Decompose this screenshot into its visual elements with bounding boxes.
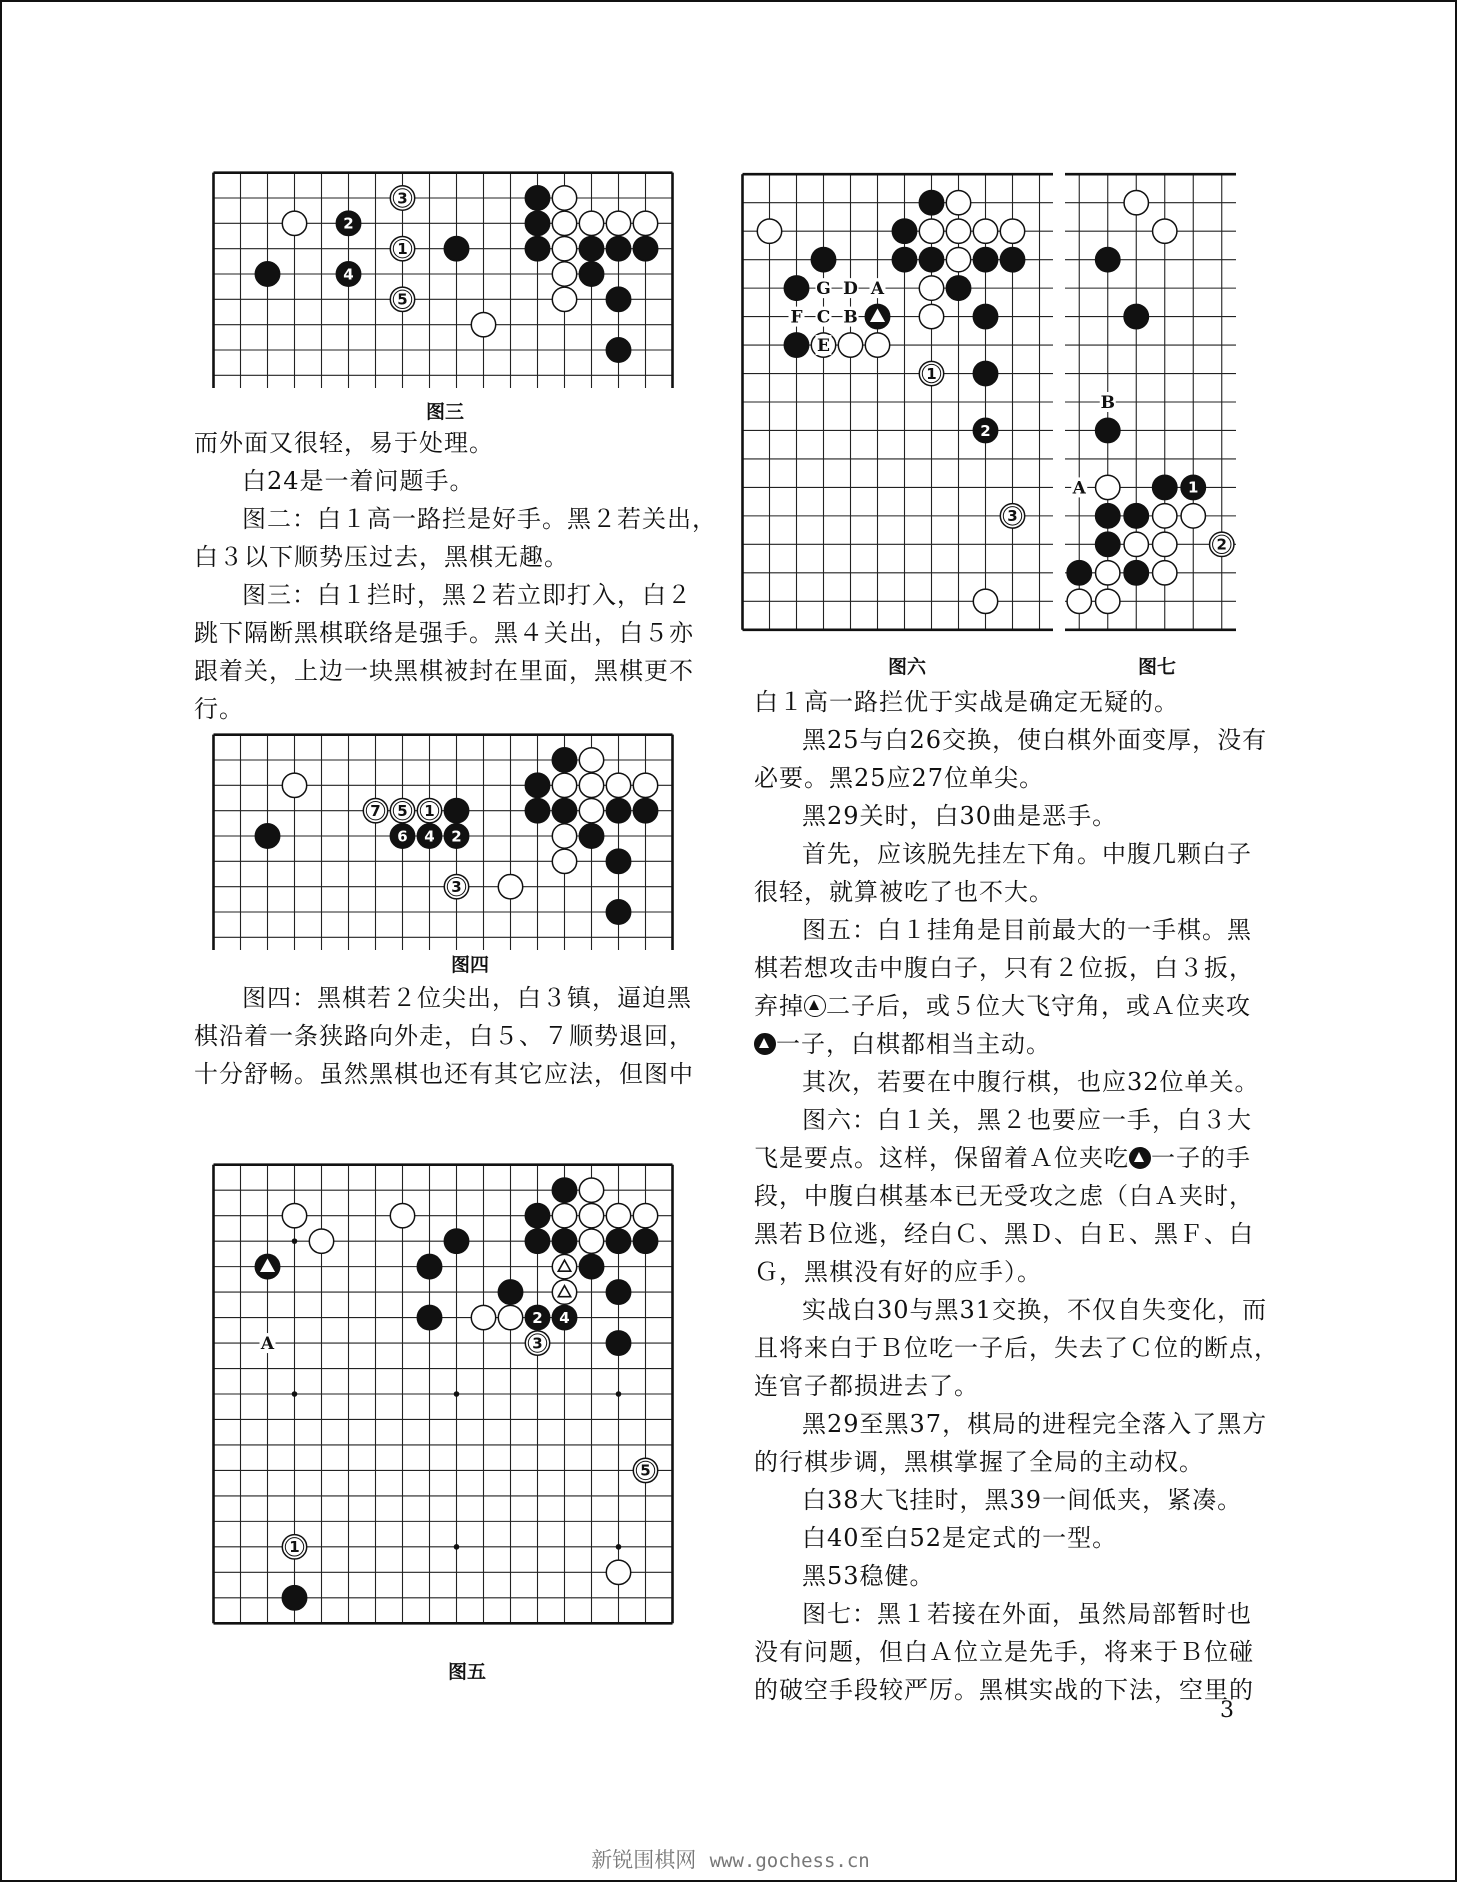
white-stone	[552, 211, 576, 235]
text-segment: 其次，若要在中腹行棋，也应32位单关。	[802, 1068, 1260, 1096]
text-segment: 白24是一着问题手。	[242, 467, 475, 495]
black-stone	[336, 262, 360, 286]
text-segment: 白１高一路拦优于实战是确定无疑的。	[754, 688, 1179, 716]
text-line	[754, 683, 1274, 721]
black-stone	[1096, 532, 1120, 556]
white-stone	[919, 304, 943, 328]
text-line	[754, 1633, 1274, 1671]
text-line	[194, 652, 699, 690]
white-stone	[1096, 475, 1120, 499]
text-line	[754, 797, 1274, 835]
white-stone	[390, 798, 414, 822]
footer-url[interactable]: www.gochess.cn	[709, 1850, 870, 1872]
text-line	[194, 500, 717, 538]
black-stone	[1153, 475, 1177, 499]
diagram-fig4	[200, 722, 686, 950]
black-stone	[255, 262, 279, 286]
black-stone	[1096, 504, 1120, 528]
point-label	[843, 278, 859, 299]
caption-fig3: 图三	[425, 401, 464, 423]
black-triangle-stone-icon	[1129, 1147, 1151, 1169]
diagram-fig5	[200, 1152, 686, 1636]
black-stone	[579, 262, 603, 286]
black-stone	[633, 236, 657, 260]
white-stone	[973, 219, 997, 243]
black-stone	[525, 211, 549, 235]
svg-text:A: A	[260, 1334, 275, 1355]
white-stone	[946, 191, 970, 215]
svg-text:3: 3	[1007, 507, 1018, 526]
text-segment: 的行棋步调，黑棋掌握了全局的主动权。	[754, 1448, 1204, 1476]
black-stone	[282, 1586, 306, 1610]
white-stone	[838, 333, 862, 357]
caption-fig5: 图五	[447, 1661, 486, 1683]
white-stone	[579, 798, 603, 822]
svg-text:1: 1	[1188, 478, 1199, 497]
text-line	[754, 1557, 1274, 1595]
black-stone	[633, 1229, 657, 1253]
text-line	[754, 1139, 1274, 1177]
black-triangle-stone-icon	[754, 1033, 776, 1055]
text-segment: 首先，应该脱先挂左下角。中腹几颗白子	[802, 840, 1252, 868]
text-segment: 图七：黑１若接在外面，虽然局部暂时也	[802, 1600, 1252, 1628]
svg-text:2: 2	[1216, 535, 1227, 554]
text-segment: 且将来白于Ｂ位吃一子后，失去了Ｃ位的断点，	[754, 1334, 1279, 1362]
svg-text:B: B	[1100, 393, 1115, 413]
white-stone	[579, 773, 603, 797]
black-stone	[606, 236, 630, 260]
white-stone	[1153, 219, 1177, 243]
white-stone	[390, 1203, 414, 1227]
black-stone	[1124, 304, 1148, 328]
white-stone	[606, 1560, 630, 1584]
text-segment: 图二：白１高一路拦是好手。黑２若关出，	[242, 505, 717, 533]
right-text	[754, 683, 1279, 1709]
black-stone	[946, 276, 970, 300]
black-stone	[525, 236, 549, 260]
text-segment: 必要。黑25应27位单尖。	[754, 764, 1045, 792]
white-stone	[552, 773, 576, 797]
black-stone	[606, 1331, 630, 1355]
svg-text:4: 4	[559, 1308, 570, 1327]
white-stone	[579, 211, 603, 235]
footer-site: 新锐围棋网	[591, 1848, 697, 1872]
text-line	[754, 835, 1274, 873]
svg-text:1: 1	[289, 1538, 300, 1557]
black-stone	[606, 1229, 630, 1253]
text-line	[754, 1519, 1274, 1557]
black-stone	[579, 236, 603, 260]
caption-fig7: 图七	[1137, 656, 1176, 678]
white-stone	[552, 1280, 576, 1304]
black-stone	[1096, 247, 1120, 271]
text-segment: 二子后，或５位大飞守角，或Ａ位夹攻	[826, 992, 1251, 1020]
text-segment: 行。	[194, 695, 244, 723]
white-stone	[919, 276, 943, 300]
text-line	[754, 1443, 1274, 1481]
white-stone	[757, 219, 781, 243]
point-label	[1100, 392, 1116, 413]
fig7-board	[1065, 160, 1236, 644]
white-stone	[1210, 532, 1234, 556]
svg-text:D: D	[843, 279, 858, 300]
black-stone	[973, 304, 997, 328]
svg-text:1: 1	[926, 364, 937, 383]
star-point	[292, 1391, 298, 1397]
point-label	[789, 307, 805, 328]
white-stone	[417, 798, 441, 822]
white-stone	[1096, 561, 1120, 585]
black-stone	[973, 361, 997, 385]
white-stone	[471, 1305, 495, 1329]
text-line	[754, 759, 1274, 797]
white-stone	[1181, 504, 1205, 528]
white-stone	[1153, 504, 1177, 528]
white-stone	[552, 849, 576, 873]
page-number: 3	[1220, 1698, 1234, 1723]
text-line	[194, 538, 699, 576]
black-stone	[525, 1229, 549, 1253]
fig4-board	[200, 722, 686, 950]
text-line	[754, 911, 1274, 949]
svg-text:F: F	[790, 307, 803, 328]
text-segment: Ｇ，黑棋没有好的应手）。	[754, 1258, 1042, 1286]
svg-text:B: B	[843, 307, 858, 328]
black-stone	[498, 1280, 522, 1304]
text-segment: 黑若Ｂ位逃，经白Ｃ、黑Ｄ、白Ｅ、黑Ｆ、白	[754, 1220, 1254, 1248]
white-stone	[282, 1203, 306, 1227]
white-stone	[552, 1203, 576, 1227]
white-stone	[552, 287, 576, 311]
left-text-top	[194, 424, 717, 728]
black-stone	[579, 824, 603, 848]
svg-text:2: 2	[980, 421, 991, 440]
white-stone	[579, 1178, 603, 1202]
text-segment: 图四：黑棋若２位尖出，白３镇，逼迫黑	[242, 984, 692, 1012]
white-stone	[579, 1203, 603, 1227]
white-stone	[390, 186, 414, 210]
point-label	[260, 1333, 276, 1354]
text-line	[194, 1055, 699, 1093]
white-stone	[552, 262, 576, 286]
white-stone	[498, 874, 522, 898]
text-line	[754, 1481, 1274, 1519]
black-stone	[892, 247, 916, 271]
text-line	[754, 873, 1274, 911]
white-stone	[1096, 589, 1120, 613]
svg-text:A: A	[1072, 478, 1086, 499]
white-stone	[579, 1229, 603, 1253]
black-stone	[525, 186, 549, 210]
black-stone	[525, 1203, 549, 1227]
svg-text:4: 4	[343, 265, 354, 284]
white-stone	[1153, 532, 1177, 556]
black-stone	[444, 236, 468, 260]
black-stone	[525, 773, 549, 797]
text-segment: 棋沿着一条狭路向外走，白５、７顺势退回，	[194, 1022, 694, 1050]
text-segment: 没有问题，但白Ａ位立是先手，将来于Ｂ位碰	[754, 1638, 1254, 1666]
diagram-fig3	[200, 160, 686, 388]
black-stone	[336, 211, 360, 235]
black-stone	[417, 824, 441, 848]
white-stone	[633, 1203, 657, 1227]
text-segment: 棋若想攻击中腹白子，只有２位扳，白３扳，	[754, 954, 1254, 982]
text-segment: 黑25与白26交换，使白棋外面变厚，没有	[802, 726, 1268, 754]
black-stone	[1067, 561, 1091, 585]
black-stone	[606, 798, 630, 822]
white-stone	[865, 333, 889, 357]
black-stone	[552, 798, 576, 822]
text-line	[754, 1101, 1274, 1139]
white-stone	[282, 211, 306, 235]
left-text-mid	[194, 979, 699, 1093]
black-stone	[417, 1254, 441, 1278]
svg-text:G: G	[816, 279, 831, 300]
svg-text:3: 3	[451, 877, 462, 896]
svg-text:2: 2	[451, 827, 462, 846]
white-stone	[390, 287, 414, 311]
point-label	[843, 307, 859, 328]
black-stone	[1124, 504, 1148, 528]
text-segment: 段，中腹白棋基本已无受攻之虑（白Ａ夹时，	[754, 1182, 1254, 1210]
white-stone	[552, 824, 576, 848]
point-label	[870, 278, 886, 299]
text-segment: 很轻，就算被吃了也不大。	[754, 878, 1054, 906]
white-stone	[552, 236, 576, 260]
svg-text:5: 5	[397, 290, 408, 309]
black-stone	[579, 1254, 603, 1278]
text-segment: 飞是要点。这样，保留着Ａ位夹吃	[754, 1144, 1129, 1172]
text-line	[754, 1405, 1274, 1443]
text-line	[754, 1215, 1274, 1253]
white-stone	[919, 219, 943, 243]
text-segment: 图六：白１关，黑２也要应一手，白３大	[802, 1106, 1252, 1134]
svg-text:5: 5	[397, 801, 408, 820]
white-stone	[552, 186, 576, 210]
caption-fig6: 图六	[887, 656, 926, 678]
text-line	[754, 1595, 1274, 1633]
text-segment: 图三：白１拦时，黑２若立即打入，白２	[242, 581, 692, 609]
white-stone	[363, 798, 387, 822]
point-label	[816, 278, 832, 299]
black-stone	[606, 900, 630, 924]
black-stone	[919, 247, 943, 271]
point-label	[1071, 477, 1087, 498]
text-line	[194, 614, 699, 652]
white-stone	[282, 773, 306, 797]
black-stone	[444, 824, 468, 848]
text-line	[194, 424, 699, 462]
diagram-fig7	[1065, 160, 1236, 644]
black-stone	[606, 849, 630, 873]
white-stone	[1067, 589, 1091, 613]
caption-fig4: 图四	[450, 954, 489, 976]
svg-text:E: E	[817, 336, 830, 357]
black-stone	[606, 1280, 630, 1304]
white-stone	[1000, 219, 1024, 243]
black-stone	[784, 276, 808, 300]
white-stone	[525, 1331, 549, 1355]
text-segment: 跳下隔断黑棋联络是强手。黑４关出，白５亦	[194, 619, 694, 647]
black-stone	[1124, 561, 1148, 585]
text-line	[754, 987, 1274, 1025]
svg-text:2: 2	[532, 1308, 543, 1327]
white-stone	[1000, 504, 1024, 528]
black-stone	[1096, 418, 1120, 442]
star-point	[454, 1391, 460, 1397]
white-stone	[946, 247, 970, 271]
svg-text:3: 3	[532, 1334, 543, 1353]
text-segment: 弃掉	[754, 992, 804, 1020]
text-line	[194, 576, 699, 614]
white-stone	[552, 1254, 576, 1278]
text-line	[754, 1025, 1274, 1063]
white-stone	[444, 874, 468, 898]
text-segment: 一子，白棋都相当主动。	[776, 1030, 1051, 1058]
svg-text:1: 1	[424, 801, 435, 820]
text-line	[754, 1177, 1274, 1215]
svg-text:4: 4	[424, 827, 435, 846]
text-segment: 而外面又很轻，易于处理。	[194, 429, 494, 457]
svg-text:1: 1	[397, 239, 408, 258]
text-line	[754, 1671, 1274, 1709]
black-stone	[255, 1254, 279, 1278]
star-point	[616, 1544, 622, 1550]
text-line	[194, 1017, 699, 1055]
white-stone	[579, 748, 603, 772]
white-stone	[919, 361, 943, 385]
text-line	[754, 1329, 1279, 1367]
black-stone	[444, 1229, 468, 1253]
black-stone	[606, 287, 630, 311]
white-stone	[633, 211, 657, 235]
black-stone	[525, 1305, 549, 1329]
black-stone	[552, 1305, 576, 1329]
white-stone	[471, 312, 495, 336]
text-segment: 跟着关，上边一块黑棋被封在里面，黑棋更不	[194, 657, 694, 685]
black-stone	[811, 247, 835, 271]
black-stone	[865, 304, 889, 328]
white-stone	[606, 1203, 630, 1227]
text-segment: 实战白30与黑31交换，不仅自失变化，而	[802, 1296, 1268, 1324]
text-segment: 白40至白52是定式的一型。	[802, 1524, 1118, 1552]
text-line	[754, 1063, 1274, 1101]
black-stone	[892, 219, 916, 243]
star-point	[292, 1238, 298, 1244]
black-stone	[417, 1305, 441, 1329]
svg-text:5: 5	[640, 1461, 651, 1480]
svg-text:6: 6	[397, 827, 408, 846]
white-stone	[1124, 532, 1148, 556]
white-stone	[1124, 191, 1148, 215]
black-stone	[973, 247, 997, 271]
text-line	[754, 1367, 1274, 1405]
black-stone	[1000, 247, 1024, 271]
white-stone	[390, 236, 414, 260]
black-stone	[633, 798, 657, 822]
text-segment: 白38大飞挂时，黑39一间低夹，紧凑。	[802, 1486, 1243, 1514]
text-line	[754, 1253, 1274, 1291]
black-stone	[552, 1178, 576, 1202]
svg-text:A: A	[870, 279, 885, 300]
text-line	[194, 462, 699, 500]
white-stone	[309, 1229, 333, 1253]
text-segment: 黑53稳健。	[802, 1562, 935, 1590]
white-stone	[606, 211, 630, 235]
point-label	[816, 307, 832, 328]
point-label	[816, 335, 832, 356]
black-stone	[919, 191, 943, 215]
white-stone	[606, 773, 630, 797]
diagram-fig6	[729, 160, 1053, 644]
white-stone	[633, 1458, 657, 1482]
black-stone	[525, 798, 549, 822]
black-stone	[255, 824, 279, 848]
white-stone	[1153, 561, 1177, 585]
black-stone	[1181, 475, 1205, 499]
svg-text:2: 2	[343, 214, 354, 233]
text-line	[754, 721, 1274, 759]
black-stone	[973, 418, 997, 442]
fig6-board	[729, 160, 1053, 644]
text-segment: 十分舒畅。虽然黑棋也还有其它应法，但图中	[194, 1060, 694, 1088]
text-segment: 连官子都损进去了。	[754, 1372, 979, 1400]
svg-text:3: 3	[397, 189, 408, 208]
text-segment: 图五：白１挂角是目前最大的一手棋。黑	[802, 916, 1252, 944]
text-line	[754, 949, 1274, 987]
white-triangle-stone-icon	[804, 995, 826, 1017]
black-stone	[444, 798, 468, 822]
svg-text:7: 7	[370, 801, 381, 820]
black-stone	[784, 333, 808, 357]
fig5-board	[200, 1152, 686, 1636]
white-stone	[633, 773, 657, 797]
text-line	[754, 1291, 1274, 1329]
footer	[2, 1844, 1457, 1874]
white-stone	[946, 219, 970, 243]
black-stone	[552, 748, 576, 772]
fig3-board	[200, 160, 686, 388]
star-point	[454, 1544, 460, 1550]
text-line	[194, 979, 699, 1017]
black-stone	[552, 1229, 576, 1253]
black-stone	[606, 338, 630, 362]
text-segment: 的破空手段较严厉。黑棋实战的下法，空里的	[754, 1676, 1254, 1704]
svg-text:C: C	[816, 307, 831, 328]
text-segment: 一子的手	[1151, 1144, 1251, 1172]
text-segment: 黑29至黑37，棋局的进程完全落入了黑方	[802, 1410, 1268, 1438]
white-stone	[282, 1535, 306, 1559]
black-stone	[390, 824, 414, 848]
text-segment: 黑29关时，白30曲是恶手。	[802, 802, 1118, 830]
text-segment: 白３以下顺势压过去，黑棋无趣。	[194, 543, 569, 571]
white-stone	[973, 589, 997, 613]
star-point	[616, 1391, 622, 1397]
white-stone	[498, 1305, 522, 1329]
